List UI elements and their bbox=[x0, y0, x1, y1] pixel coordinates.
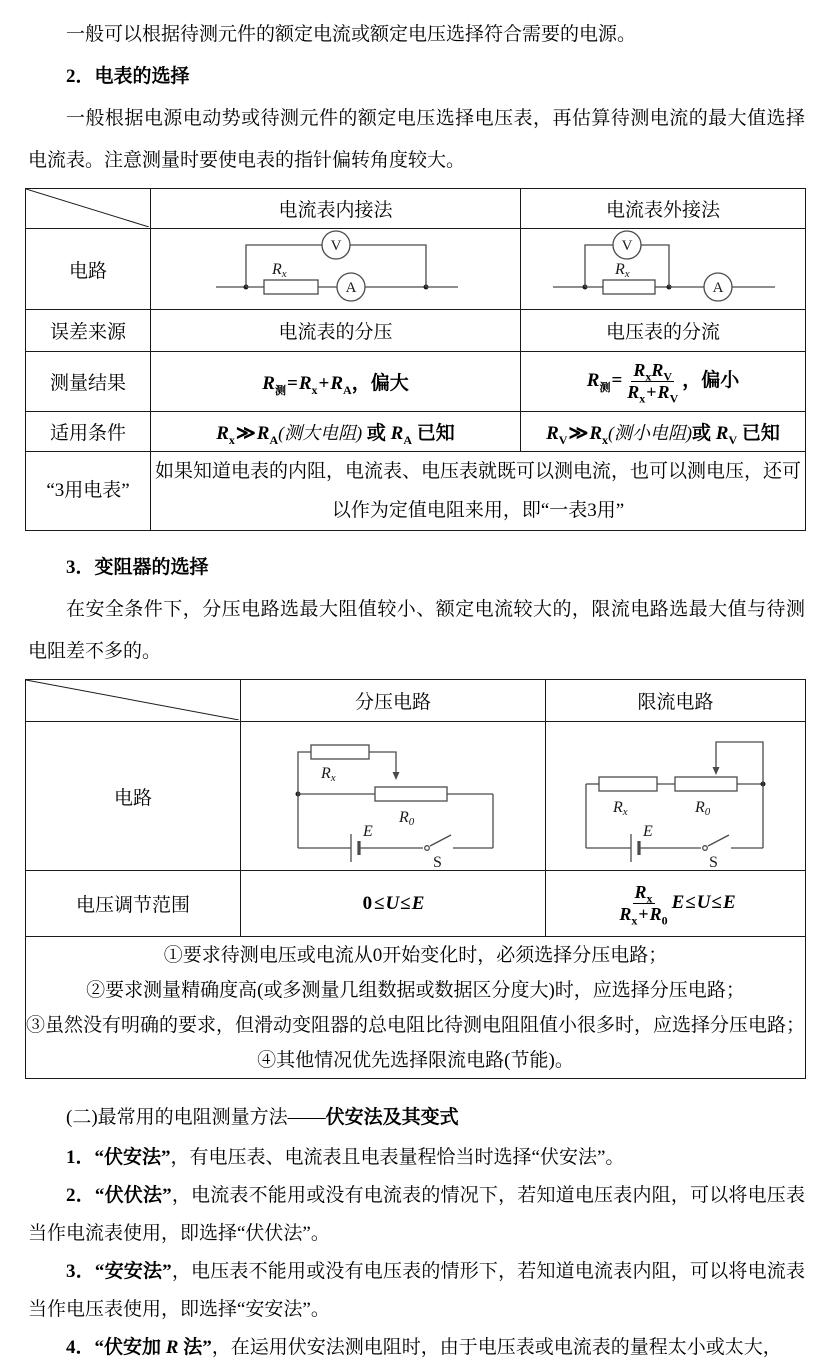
error-source-row bbox=[26, 310, 806, 352]
slider-arrow-icon bbox=[393, 772, 400, 780]
circuit-row bbox=[26, 229, 806, 310]
svg-text:E: E bbox=[642, 823, 653, 840]
rheostat-icon bbox=[675, 777, 737, 791]
svg-text:V: V bbox=[621, 238, 633, 254]
row-label-circuit: 电路 bbox=[26, 229, 151, 310]
voltage-range-limiting: $\frac{R_x}{R_x+R_0}$ E≤U≤E bbox=[619, 882, 736, 928]
applicable-condition-row bbox=[26, 412, 806, 452]
diagonal-line bbox=[26, 189, 149, 227]
col-header-internal: 电流表内接法 bbox=[151, 189, 521, 229]
diagonal-header-cell bbox=[26, 680, 241, 722]
col-header-voltage-divider: 分压电路 bbox=[241, 680, 546, 722]
rheostat-circuit-table bbox=[25, 679, 806, 1079]
section2-heading: 2．电表的选择 bbox=[66, 66, 190, 87]
section2-paragraph: 一般根据电源电动势或待测元件的额定电压选择电压表，再估算待测电流的最大值选择电流表。注意测量时要使电表的指针偏转角度较大。 bbox=[28, 108, 805, 171]
method-item-volt-volt: 2．“伏伏法”，电流表不能用或没有电流表的情况下，若知道电压表内阻，可以将电压表当作电流表使用，即选择“伏伏法”。 bbox=[28, 1185, 805, 1244]
switch-icon bbox=[702, 846, 707, 851]
svg-text:E: E bbox=[363, 823, 373, 840]
result-formula-internal: $R_测=R_x+R_A$，偏大 bbox=[262, 373, 409, 397]
condition-formula-internal: $R_x≫R_A$(测大电阻) 或 $R_A$ 已知 bbox=[216, 423, 455, 447]
error-source-internal: 电流表的分压 bbox=[151, 310, 521, 352]
note-4: ④其他情况优先选择限流电路(节能)。 bbox=[257, 1049, 574, 1071]
r0-label: R0 bbox=[399, 809, 415, 828]
selection-notes-row bbox=[26, 937, 806, 1079]
rx-label: Rx bbox=[615, 261, 630, 280]
method-item-amp-amp: 3．“安安法”，电压表不能用或没有电压表的情形下，若知道电流表内阻，可以将电流表当作电压表使用，即选择“安安法”。 bbox=[28, 1261, 805, 1320]
row-label-error-source: 误差来源 bbox=[26, 310, 151, 352]
section3-heading: 3．变阻器的选择 bbox=[66, 557, 209, 578]
table-header-row bbox=[26, 189, 806, 229]
resistor-icon bbox=[603, 280, 655, 294]
row-label-circuit: 电路 bbox=[26, 722, 241, 871]
diagonal-line bbox=[26, 680, 239, 720]
error-source-external: 电压表的分流 bbox=[521, 310, 806, 352]
row-label-result: 测量结果 bbox=[26, 352, 151, 412]
circuit-diagram-ammeter-internal bbox=[186, 229, 486, 309]
resistor-icon bbox=[264, 280, 318, 294]
col-header-external: 电流表外接法 bbox=[521, 189, 806, 229]
switch-icon bbox=[425, 846, 430, 851]
slider-arrow-icon bbox=[712, 767, 719, 775]
circuit-row bbox=[26, 722, 806, 871]
row-label-three-use-meter: “3用电表” bbox=[26, 452, 151, 531]
rheostat-icon bbox=[375, 787, 447, 801]
resistor-icon bbox=[311, 745, 369, 759]
condition-formula-external: $R_V≫R_x$(测小电阻)或 $R_V$ 已知 bbox=[546, 423, 780, 447]
section4 bbox=[28, 1097, 805, 1367]
svg-text:V: V bbox=[330, 238, 341, 254]
svg-text:S: S bbox=[433, 854, 442, 870]
diagonal-header-cell bbox=[26, 189, 151, 229]
col-header-current-limiting: 限流电路 bbox=[546, 680, 806, 722]
method-item-volt-amp-plus-r: 4．“伏安加 R 法”，在运用伏安法测电阻时，由于电压表或电流表的量程太小或太大， bbox=[66, 1337, 782, 1358]
note-2: ②要求测量精确度高(或多测量几组数据或数据区分度大)时，应选择分压电路； bbox=[86, 979, 745, 1001]
intro-paragraph: 一般可以根据待测元件的额定电流或额定电压选择符合需要的电源。 bbox=[66, 24, 637, 45]
method-item-voltammeter: 1．“伏安法”，有电压表、电流表且电表量程恰当时选择“伏安法”。 bbox=[66, 1147, 625, 1168]
voltage-range-divider: 0 ≤U≤E bbox=[362, 892, 425, 914]
three-use-meter-row bbox=[26, 452, 806, 531]
result-formula-external: $R_测=$ $\frac{R_xR_V}{R_x+R_V}$ ，偏小 bbox=[586, 360, 740, 406]
measurement-result-row bbox=[26, 352, 806, 412]
circuit-diagram-ammeter-external bbox=[523, 229, 803, 309]
section4-heading: (二)最常用的电阻测量方法——伏安法及其变式 bbox=[66, 1107, 459, 1128]
row-label-voltage-range: 电压调节范围 bbox=[26, 871, 241, 937]
table-header-row bbox=[26, 680, 806, 722]
meter-connection-table bbox=[25, 188, 806, 531]
rx-label: Rx bbox=[612, 799, 628, 818]
note-3: ③虽然没有明确的要求，但滑动变阻器的总电阻比待测电阻阻值小很多时，应选择分压电路； bbox=[26, 1014, 806, 1036]
svg-text:S: S bbox=[708, 854, 718, 870]
voltage-range-row bbox=[26, 871, 806, 937]
circuit-diagram-voltage-divider bbox=[263, 722, 523, 870]
row-label-condition: 适用条件 bbox=[26, 412, 151, 452]
circuit-diagram-current-limiting bbox=[551, 722, 801, 870]
svg-text:A: A bbox=[712, 280, 724, 296]
rx-label: Rx bbox=[271, 261, 287, 280]
note-1: ①要求待测电压或电流从0开始变化时，必须选择分压电路； bbox=[163, 944, 668, 966]
resistor-icon bbox=[599, 777, 657, 791]
three-use-meter-content: 如果知道电表的内阻，电流表、电压表就既可以测电流，也可以测电压，还可以作为定值电阻来用，即“一表3用” bbox=[151, 452, 806, 531]
section3-paragraph: 在安全条件下，分压电路选最大阻值较小、额定电流较大的，限流电路选最大值与待测电阻差不多的。 bbox=[28, 599, 805, 662]
svg-text:A: A bbox=[345, 280, 356, 296]
r0-label: R0 bbox=[694, 799, 710, 818]
rx-label: Rx bbox=[321, 765, 336, 784]
